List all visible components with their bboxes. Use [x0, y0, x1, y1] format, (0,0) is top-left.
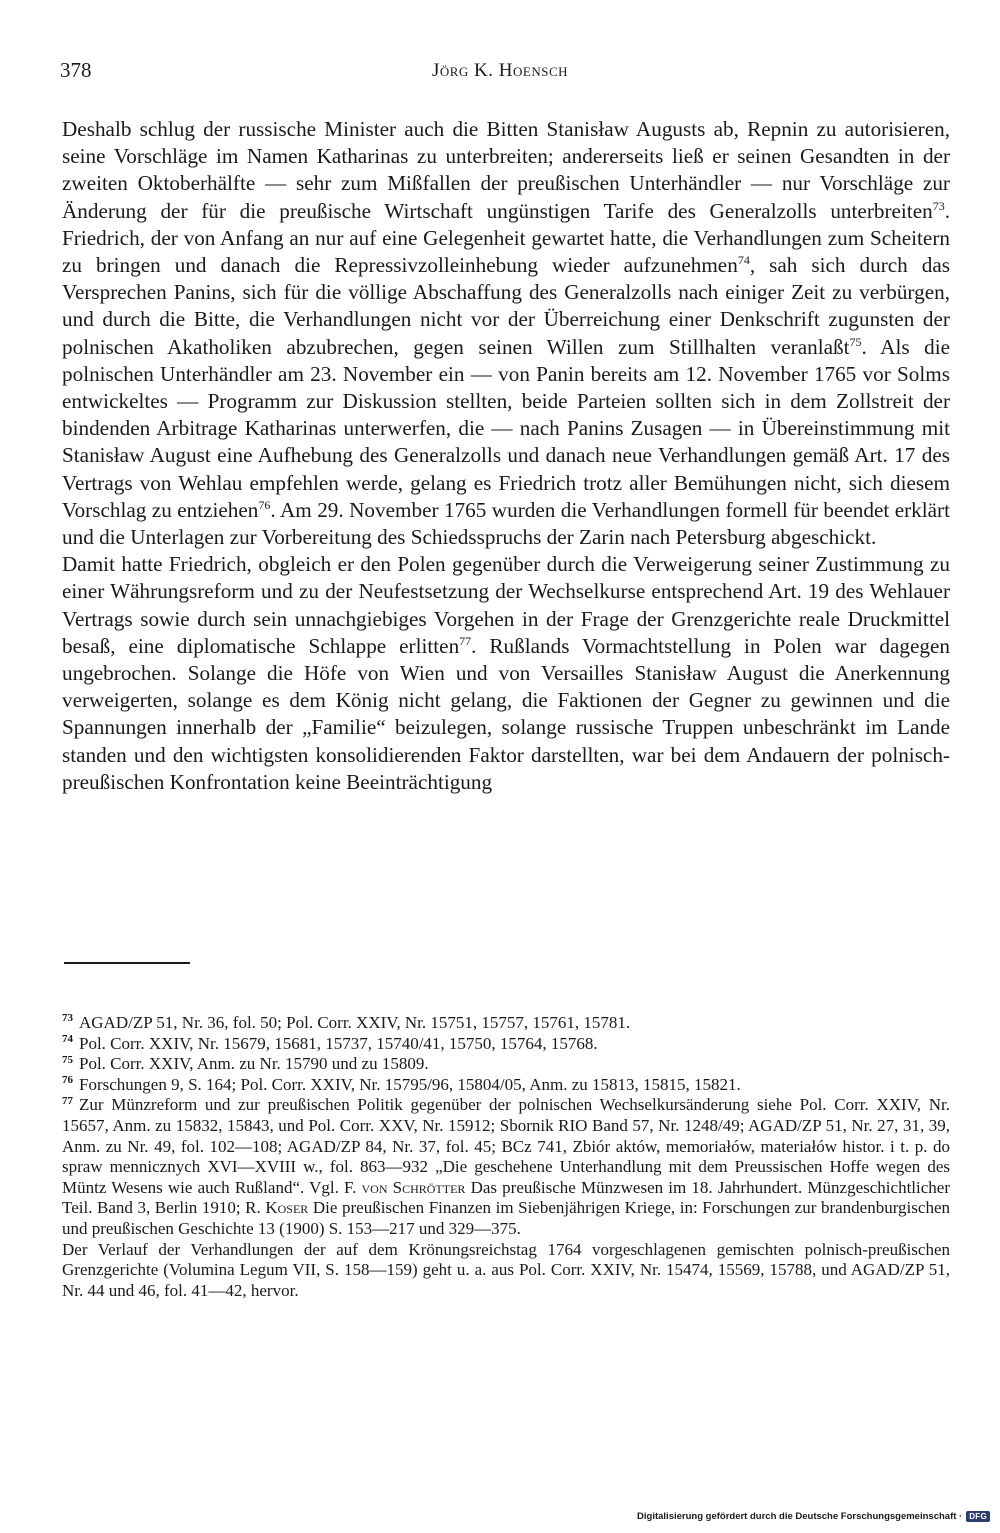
footnote-ref-76[interactable]: 76 — [258, 497, 271, 512]
paragraph-2 — [62, 551, 950, 796]
footnote-74 — [62, 1034, 950, 1055]
footnote-75 — [62, 1054, 950, 1075]
funding-credit — [637, 1509, 990, 1523]
footnote-number: 77 — [62, 1094, 73, 1107]
text-run: Damit hatte Friedrich, obgleich er den Polen gegenüber durch die Verweigerung seiner Zustimmung zu einer Währungsreform und zu der Neufestsetzung der Wechselkurse entsprechend Art. 19 des Wehlauer Vertrags sowie durch sein unnachgiebiges Vorgehen in der Frage der Grenzgerichte reale Druckmittel besaß, eine diplomatische Schlappe erlitten — [62, 552, 950, 658]
footnote-number: 75 — [62, 1053, 73, 1066]
text-run: . Rußlands Vormachtstellung in Polen war dagegen ungebrochen. Solange die Höfe von Wien und von Versailles Stanisław August die Anerkennung verweigerten, solange es dem König nicht gelang, die Faktionen der Gegner zu gewinnen und die Spannungen innerhalb der „Familie“ beizulegen, solange russische Truppen unbeschränkt im Lande standen und den wichtigsten konsolidierenden Faktor darstellten, war bei dem Andauern der polnisch-preußischen Konfrontation keine Beeinträchtigung — [62, 633, 951, 794]
author-name: Koser — [265, 1198, 309, 1218]
paragraph-1 — [62, 116, 950, 551]
footnote-number: 74 — [62, 1032, 73, 1045]
footnote-76 — [62, 1075, 950, 1096]
footnote-text: Das preußische Münzwesen im 18. Jahrhundert. Münzgeschichtlicher Teil. Band 3, Berlin 1910; R. — [62, 1177, 950, 1218]
text-run: . Am 29. November 1765 wurden die Verhandlungen formell für beendet erklärt und die Unterlagen zur Vorbereitung des Schiedsspruchs der Zarin nach Petersburg abgeschickt. — [62, 497, 951, 550]
text-run: , sah sich durch das Versprechen Panins, sich für die völlige Abschaffung des Generalzolls nach einiger Zeit zu verbürgen, und durch die Bitte, die Verhandlungen nicht vor der Überreichung einer Denkschrift zugunsten der polnischen Akatholiken abzubrechen, gegen seinen Willen zum Stillhalten veranlaßt — [62, 253, 951, 359]
footnote-text: Forschungen 9, S. 164; Pol. Corr. XXIV, Nr. 15795/96, 15804/05, Anm. zu 15813, 15815, 15821. — [79, 1074, 741, 1094]
running-head: Jörg K. Hoensch — [431, 60, 569, 81]
footnote-ref-73[interactable]: 73 — [932, 198, 945, 213]
footnote-number: 73 — [62, 1012, 73, 1025]
footnote-text: Pol. Corr. XXIV, Nr. 15679, 15681, 15737, 15740/41, 15750, 15764, 15768. — [79, 1033, 598, 1053]
main-text — [62, 116, 950, 796]
page-number: 378 — [60, 58, 92, 82]
funding-credit-text: Digitalisierung gefördert durch die Deutsche Forschungsgemeinschaft · — [637, 1510, 963, 1522]
text-run: Deshalb schlug der russische Minister auch die Bitten Stanisław Augusts ab, Repnin zu autorisieren, seine Vorschläge im Namen Katharinas zu unterbreiten; andererseits ließ er seinen Gesandten in der zweiten Oktoberhälfte — sehr zum Mißfallen der preußischen Unterhändler — nur Vorschläge zur Änderung der für die preußische Wirtschaft ungünstigen Tarife des Generalzolls unterbreiten — [62, 117, 950, 223]
dfg-logo-icon: DFG — [966, 1511, 990, 1522]
text-run: . Als die polnischen Unterhändler am 23. November ein — von Panin bereits am 12. November 1765 vor Solms entwickeltes — Programm zur Diskussion stellten, beide Parteien sollten sich in dem Zollstreit der bindenden Arbitrage Katharinas unterwerfen, die — nach Panins Zusagen — in Übereinstimmung mit Stanisław August eine Aufhebung des Generalzolls und danach neue Verhandlungen gemäß Art. 17 des Vertrags von Wehlau empfehlen werde, gelang es Friedrich trotz aller Bemühungen nicht, sich diesem Vorschlag zu entziehen — [62, 334, 950, 522]
footnote-text: AGAD/ZP 51, Nr. 36, fol. 50; Pol. Corr. XXIV, Nr. 15751, 15757, 15761, 15781. — [79, 1013, 631, 1032]
footnote-number: 76 — [62, 1074, 73, 1087]
footnote-ref-74[interactable]: 74 — [737, 252, 750, 267]
footnotes — [62, 1013, 950, 1301]
footnote-continuation: Der Verlauf der Verhandlungen der auf dem Krönungsreichstag 1764 vorgeschlagenen gemischten polnisch-preußischen Grenzgerichte (Volumina Legum VII, S. 158—159) geht u. a. aus Pol. Corr. XXIV, Nr. 15474, 15569, 15788, und AGAD/ZP 51, Nr. 44 und 46, fol. 41—42, hervor. — [62, 1239, 950, 1300]
footnote-text: Die preußischen Finanzen im Siebenjährigen Kriege, in: Forschungen zur brandenburgischen und preußischen Geschichte 13 (1900) S. 153—217 und 329—375. — [62, 1198, 950, 1238]
footnote-ref-75[interactable]: 75 — [849, 334, 862, 349]
footnote-ref-77[interactable]: 77 — [459, 633, 472, 648]
author-name: von Schrötter — [361, 1177, 466, 1197]
footnote-text: Pol. Corr. XXIV, Anm. zu Nr. 15790 und zu 15809. — [79, 1054, 429, 1074]
footnote-text: Zur Münzreform und zur preußischen Politik gegenüber der polnischen Wechselkursänderung siehe Pol. Corr. XXIV, Nr. 15657, Anm. zu 15832, 15843, und Pol. Corr. XXV, Nr. 15912; Sbornik RIO Band 57, Nr. 1248/49; AGAD/ZP 51, Nr. 27, 31, 39, Anm. zu Nr. 49, fol. 102—108; AGAD/ZP 84, Nr. 37, fol. 45; BCz 741, Zbiór aktów, memoriałów, materiałów histor. i t. p. do spraw mennicznych XVI—XVIII w., fol. 863—932 „Die geschehene Unterhandlung mit dem Preussischen Hoffe wegen des Müntz Wesens wie auch Rußland“. Vgl. F. — [62, 1095, 950, 1197]
footnote-separator — [64, 962, 190, 964]
text-run: . Friedrich, der von Anfang an nur auf eine Gelegenheit gewartet hatte, die Verhandlungen zum Scheitern zu bringen und danach die Repressivzolleinhebung wieder aufzunehmen — [62, 198, 950, 278]
footnote-77 — [62, 1095, 950, 1239]
footnote-73 — [62, 1013, 950, 1034]
